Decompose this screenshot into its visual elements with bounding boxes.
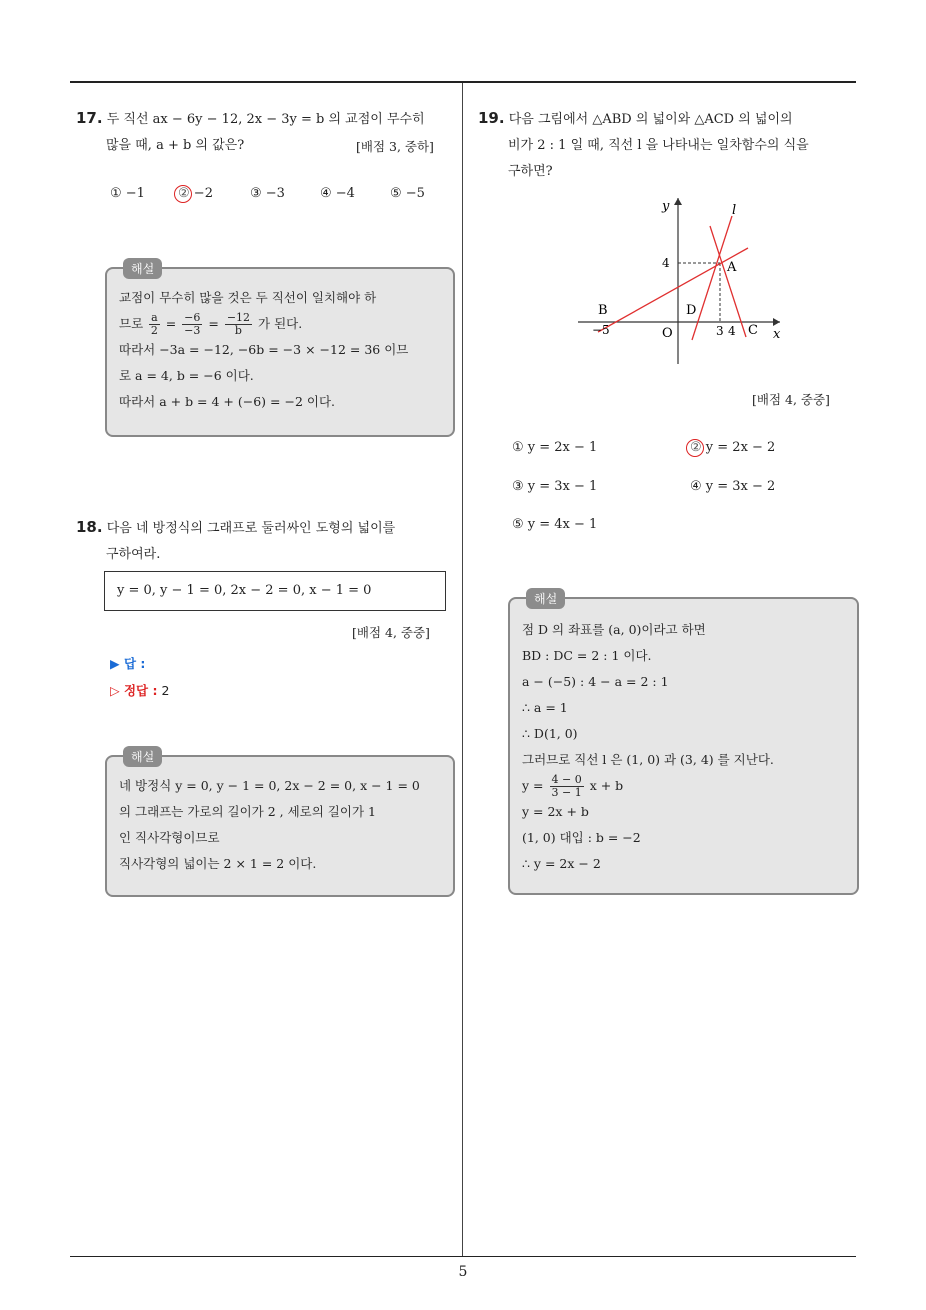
explain-line: 의 그래프는 가로의 길이가 2 , 세로의 길이가 1 — [119, 804, 376, 819]
explanation-body — [119, 285, 443, 415]
explanation-tag: 해설 — [123, 258, 162, 279]
explain-line: ∴ D(1, 0) — [522, 726, 578, 741]
explain-line: 따라서 a + b = 4 + (−6) = −2 이다. — [119, 394, 335, 409]
explain-line-fractions — [119, 311, 443, 337]
line-BA — [598, 248, 748, 332]
x-tick-neg5: −5 — [592, 323, 610, 337]
top-rule — [70, 81, 856, 83]
question-text: 구하여라. — [106, 547, 161, 562]
fraction: $\frac{-6}{-3}$ — [184, 311, 201, 337]
y-axis-arrow — [674, 198, 682, 205]
explain-line: (1, 0) 대입 : b = −2 — [522, 830, 641, 845]
choice-5[interactable]: ⑤ y = 4x − 1 — [512, 517, 598, 532]
explanation-body — [119, 773, 443, 877]
choice-4[interactable]: ④ −4 — [320, 186, 355, 201]
x-axis-arrow — [773, 318, 780, 326]
correct-value: 2 — [161, 683, 170, 698]
question-text: 구하면? — [508, 164, 553, 179]
explanation-tag: 해설 — [123, 746, 162, 767]
line-AC — [710, 226, 746, 337]
choice-4[interactable]: ④ y = 3x − 2 — [690, 479, 776, 494]
question-text: 다음 네 방정식의 그래프로 둘러싸인 도형의 넓이를 — [106, 521, 396, 536]
selected-circle-icon — [686, 439, 704, 457]
explain-line: ∴ a = 1 — [522, 700, 568, 715]
origin-O: O — [662, 326, 673, 341]
correct-answer — [110, 681, 169, 699]
x-tick-4: 4 — [728, 324, 736, 338]
point-A: A — [727, 260, 737, 275]
question-text: 비가 2 : 1 일 때, 직선 l 을 나타내는 일차함수의 식을 — [508, 138, 809, 153]
x-tick-3: 3 — [716, 324, 724, 338]
question-number: 17. — [76, 109, 103, 127]
choice-1[interactable]: ① −1 — [110, 186, 145, 201]
explain-line: 직사각형의 넓이는 2 × 1 = 2 이다. — [119, 856, 317, 871]
explain-line: 따라서 −3a = −12, −6b = −3 × −12 = 36 이므 — [119, 342, 409, 357]
explain-line: 교점이 무수히 많을 것은 두 직선이 일치해야 하 — [119, 290, 377, 305]
choice-1[interactable]: ① y = 2x − 1 — [512, 440, 598, 455]
fraction: $\frac{-12}{b}$ — [226, 311, 251, 337]
question-text: 다음 그림에서 △ABD 의 넓이와 △ACD 의 넓이의 — [508, 112, 793, 127]
explanation-tag: 해설 — [526, 588, 565, 609]
question-text: 많을 때, a + b 의 값은? — [106, 138, 245, 153]
question-number: 19. — [478, 109, 505, 127]
explain-line: y = 2x + b — [522, 804, 589, 819]
line-l-label: l — [732, 203, 737, 218]
x-label: x — [773, 327, 781, 342]
point-D: D — [686, 303, 697, 318]
answer-label: ▶ 답 : — [110, 656, 146, 671]
column-divider — [462, 83, 463, 1256]
explain-line: 그러므로 직선 l 은 (1, 0) 과 (3, 4) 를 지난다. — [522, 752, 774, 767]
explain-text: 가 된다. — [258, 316, 303, 331]
explanation-body — [522, 617, 847, 877]
y-label: y — [662, 199, 670, 214]
explain-line: 인 직사각형이므로 — [119, 830, 220, 845]
explain-text: 므로 — [119, 316, 144, 331]
question-number: 18. — [76, 518, 103, 536]
y-tick-4: 4 — [662, 256, 670, 270]
equation-box: y = 0, y − 1 = 0, 2x − 2 = 0, x − 1 = 0 — [104, 571, 446, 611]
equals: = — [165, 316, 177, 331]
explain-text: x + b — [589, 778, 624, 793]
explain-line: BD : DC = 2 : 1 이다. — [522, 648, 652, 663]
point-B: B — [598, 303, 608, 318]
equals: = — [208, 316, 219, 331]
choice-2-selected[interactable]: ② y = 2x − 2 — [690, 440, 775, 455]
fraction: $\frac{4 - 0}{3 - 1}$ — [551, 773, 582, 799]
bottom-rule — [70, 1256, 856, 1257]
explain-line: ∴ y = 2x − 2 — [522, 856, 601, 871]
fraction: $\frac{a}{2}$ — [150, 311, 158, 337]
choice-5[interactable]: ⑤ −5 — [390, 186, 425, 201]
explanation-box-18 — [105, 750, 455, 897]
score-meta: [배점 4, 중중] — [352, 625, 430, 640]
answer-field[interactable] — [110, 654, 145, 672]
selected-circle-icon — [174, 185, 192, 203]
score-meta: [배점 4, 중중] — [752, 392, 830, 407]
question-18 — [76, 514, 456, 568]
explain-line: 로 a = 4, b = −6 이다. — [119, 368, 254, 383]
choice-2-selected[interactable]: ② −2 — [178, 186, 213, 201]
point-C: C — [748, 323, 758, 338]
coordinate-graph — [570, 192, 790, 372]
choice-3[interactable]: ③ y = 3x − 1 — [512, 479, 598, 494]
explain-line: a − (−5) : 4 − a = 2 : 1 — [522, 674, 669, 689]
choice-3[interactable]: ③ −3 — [250, 186, 285, 201]
correct-label: ▷ 정답 : — [110, 683, 158, 698]
page-number: 5 — [458, 1264, 468, 1280]
explanation-box-17 — [105, 262, 455, 437]
explain-line: 네 방정식 y = 0, y − 1 = 0, 2x − 2 = 0, x − 1 = 0 — [119, 778, 420, 793]
explanation-box-19 — [508, 592, 859, 895]
explain-line-fraction — [522, 773, 847, 799]
explain-line: 점 D 의 좌표를 (a, 0)이라고 하면 — [522, 622, 706, 637]
question-text: 두 직선 ax − 6y − 12, 2x − 3y = b 의 교점이 무수히 — [106, 112, 425, 127]
question-19 — [478, 105, 863, 185]
score-meta: [배점 3, 중하] — [356, 139, 434, 154]
explain-text: y = — [522, 778, 544, 793]
